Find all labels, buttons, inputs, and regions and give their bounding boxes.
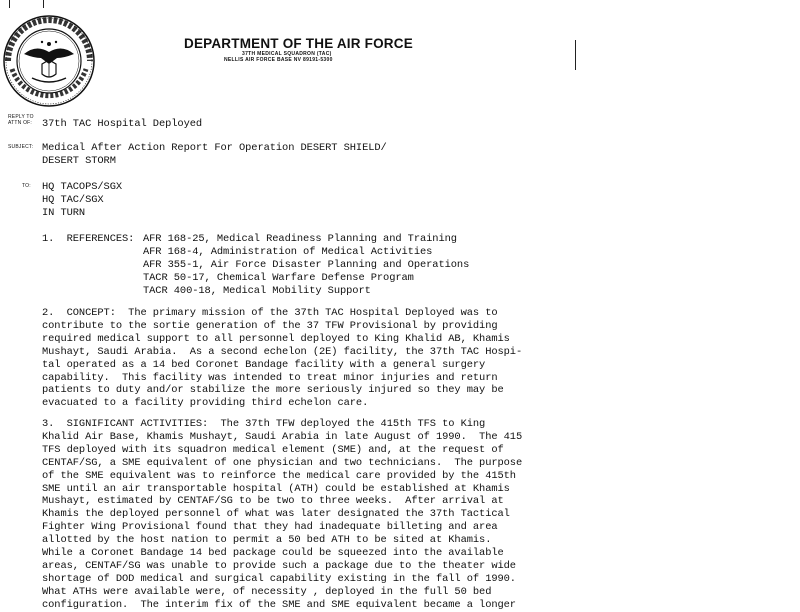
scan-mark	[9, 0, 10, 8]
paragraph-line: capability. This facility was intended to treat minor injuries and return	[42, 371, 498, 384]
paragraph-line: patients to duty and/or stabilize the more seriously injured so they may be	[42, 384, 504, 397]
attn-of-value: 37th TAC Hospital Deployed	[42, 118, 203, 130]
paragraph-line: shortage of DOD medical and surgical capability existing in the fall of 1990.	[42, 572, 516, 585]
paragraph-line: contribute to the sortie generation of the 37 TFW Provisional by providing	[42, 319, 498, 332]
reply-to-label: REPLY TO	[8, 114, 34, 120]
paragraph-line: 2. CONCEPT: The primary mission of the 37th TAC Hospital Deployed was to	[42, 307, 498, 319]
paragraph-line: What ATHs were available were, of necessity , deployed in the full 50 bed	[42, 585, 492, 598]
subject-label: SUBJECT:	[8, 144, 34, 150]
paragraph-line: Fighter Wing Provisional found that they had inadequate billeting and area	[42, 521, 498, 534]
paragraph-line: Mushayt, Saudi Arabia. As a second echelon (2E) facility, the 37th TAC Hospi-	[42, 345, 523, 358]
attn-of-label: ATTN OF:	[8, 120, 33, 126]
paragraph-line: evacuated to a facility providing third echelon care.	[42, 397, 369, 410]
to-line: IN TURN	[42, 207, 86, 219]
reference-item: AFR 168-4, Administration of Medical Activities	[143, 246, 433, 258]
paragraph-line: areas, CENTAF/SG was unable to provide such a package due to the theater wide	[42, 559, 516, 572]
paragraph-line: Khamis the deployed personnel of what was later designated the 37th Tactical	[42, 508, 510, 521]
paragraph-line: tal operated as a 14 bed Coronet Bandage facility with a general surgery	[42, 358, 486, 371]
subject-line: DESERT STORM	[42, 155, 116, 167]
reference-item: TACR 50-17, Chemical Warfare Defense Program	[143, 272, 414, 284]
paragraph-line: 3. SIGNIFICANT ACTIVITIES: The 37th TFW deployed the 415th TFS to King	[42, 418, 486, 430]
reference-item: AFR 168-25, Medical Readiness Planning and Training	[143, 233, 457, 245]
paragraph-line: SME until an air transportable hospital (ATH) could be established at Khamis	[42, 482, 510, 495]
reference-item: AFR 355-1, Air Force Disaster Planning and Operations	[143, 259, 470, 271]
paragraph-line: of the SME equivalent was to reinforce the medical care provided by the 415th	[42, 469, 516, 482]
to-label: TO:	[22, 183, 31, 189]
department-title: DEPARTMENT OF THE AIR FORCE	[184, 36, 413, 51]
paragraph-line: While a Coronet Bandage 14 bed package could be squeezed into the available	[42, 547, 504, 560]
concept-paragraph	[42, 307, 522, 410]
reference-item: TACR 400-18, Medical Mobility Support	[143, 285, 371, 297]
unit-line: 37TH MEDICAL SQUADRON (TAC)	[242, 51, 332, 57]
paragraph-line: configuration. The interim fix of the SME and SME equivalent became a longer	[42, 598, 516, 611]
department-seal-logo	[2, 14, 96, 108]
scan-mark	[575, 40, 576, 70]
paragraph-line: Mushayt, estimated by CENTAF/SG to be two to three weeks. After arrival at	[42, 495, 504, 508]
activities-paragraph	[42, 418, 522, 612]
scan-mark	[43, 0, 44, 8]
paragraph-line: Khalid Air Base, Khamis Mushayt, Saudi Arabia in late August of 1990. The 415	[42, 430, 523, 443]
address-line: NELLIS AIR FORCE BASE NV 89191-5300	[224, 57, 333, 63]
subject-line: Medical After Action Report For Operation DESERT SHIELD/	[42, 142, 387, 154]
references-heading: 1. REFERENCES:	[42, 233, 135, 245]
paragraph-line: allotted by the host nation to permit a 50 bed ATH to be sited at Khamis.	[42, 534, 492, 547]
to-line: HQ TAC/SGX	[42, 194, 104, 206]
paragraph-line: required medical support to all personnel deployed to King Khalid AB, Khamis	[42, 332, 510, 345]
paragraph-line: TFS deployed with its squadron medical element (SME) and, at the request of	[42, 443, 504, 456]
paragraph-line: CENTAF/SG, a SME equivalent of one physician and two technicians. The purpose	[42, 456, 523, 469]
to-line: HQ TACOPS/SGX	[42, 181, 123, 193]
